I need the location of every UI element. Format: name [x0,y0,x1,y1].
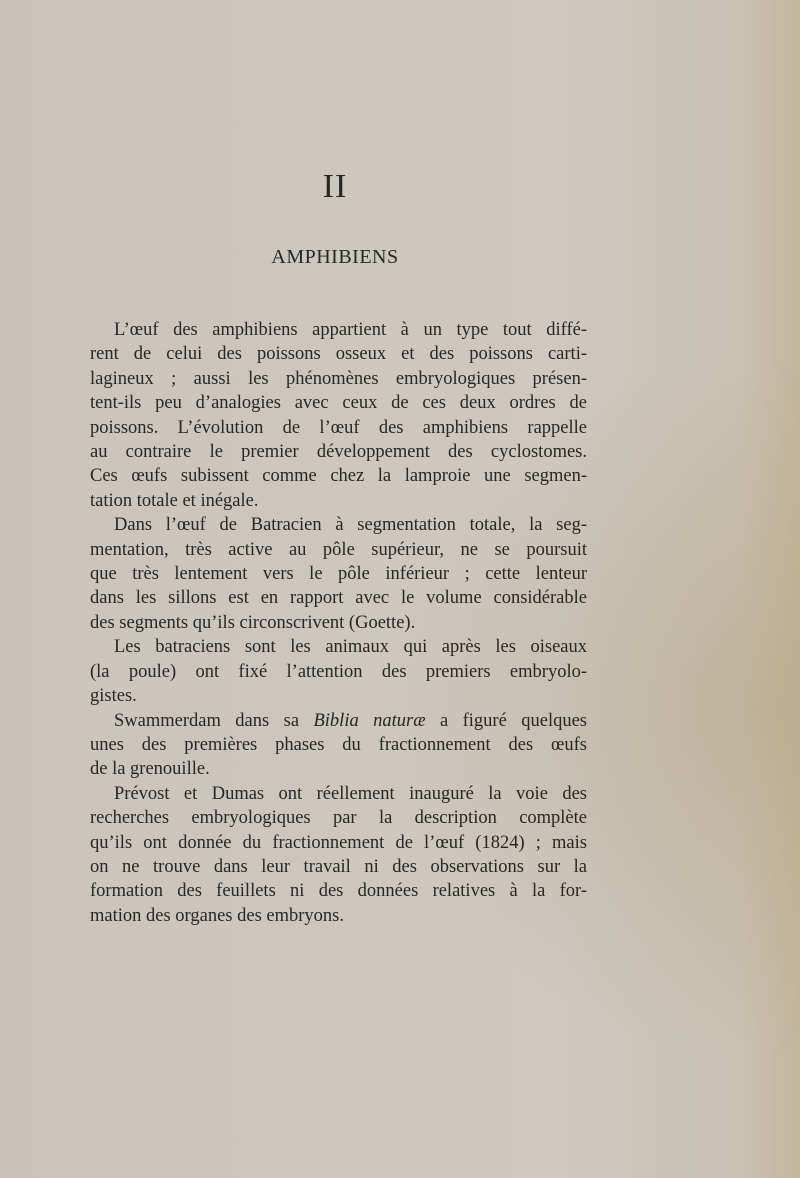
text-line: lagineux ; aussi les phénomènes embryologiques présen- [90,368,587,389]
text-line: tation totale et inégale. [90,490,259,511]
page-edge-stain [740,0,800,1178]
body-text [90,318,587,928]
text-line: Prévost et Dumas ont réellement inauguré la voie des [114,783,587,804]
text-line: L’œuf des amphibiens appartient à un type tout diffé- [114,320,587,340]
text-line: gistes. [90,686,137,707]
text-line: mation des organes des embryons. [90,905,344,926]
text-line: recherches embryologiques par la description complète [90,808,587,829]
text-line: Dans l’œuf de Batracien à segmentation totale, la seg- [114,515,587,536]
text-line: Ces œufs subissent comme chez la lamproie une segmen- [90,466,587,487]
text-line: formation des feuillets ni des données relatives à la for- [90,881,587,902]
text-line: rent de celui des poissons osseux et des poissons carti- [90,344,587,365]
text-line: mentation, très active au pôle supérieur, ne se poursuit [90,539,587,560]
text-line: (la poule) ont fixé l’attention des premiers embryolo- [90,661,587,682]
text-line: au contraire le premier développement des cyclostomes. [90,442,587,463]
text-line: de la grenouille. [90,759,210,780]
text-line: des segments qu’ils circonscrivent (Goette). [90,612,416,633]
chapter-number: II [322,168,348,205]
book-title-italic: Biblia naturæ [313,710,426,731]
text-line: tent-ils peu d’analogies avec ceux de ces deux ordres de [90,393,587,414]
chapter-title: AMPHIBIENS [271,246,399,268]
text-line: poissons. L’évolution de l’œuf des amphibiens rappelle [90,417,587,438]
text-line: dans les sillons est en rapport avec le volume considérable [90,588,587,609]
text-line: que très lentement vers le pôle inférieur ; cette lenteur [90,564,587,585]
text-line: Les batraciens sont les animaux qui après les oiseaux [114,637,587,658]
text-line: Swammerdam dans sa Biblia naturæ a figuré quelques [114,710,587,731]
text-line: unes des premières phases du fractionnement des œufs [90,734,587,755]
text-line: qu’ils ont donnée du fractionnement de l’œuf (1824) ; mais [90,832,587,853]
text-line: on ne trouve dans leur travail ni des observations sur la [90,856,587,877]
